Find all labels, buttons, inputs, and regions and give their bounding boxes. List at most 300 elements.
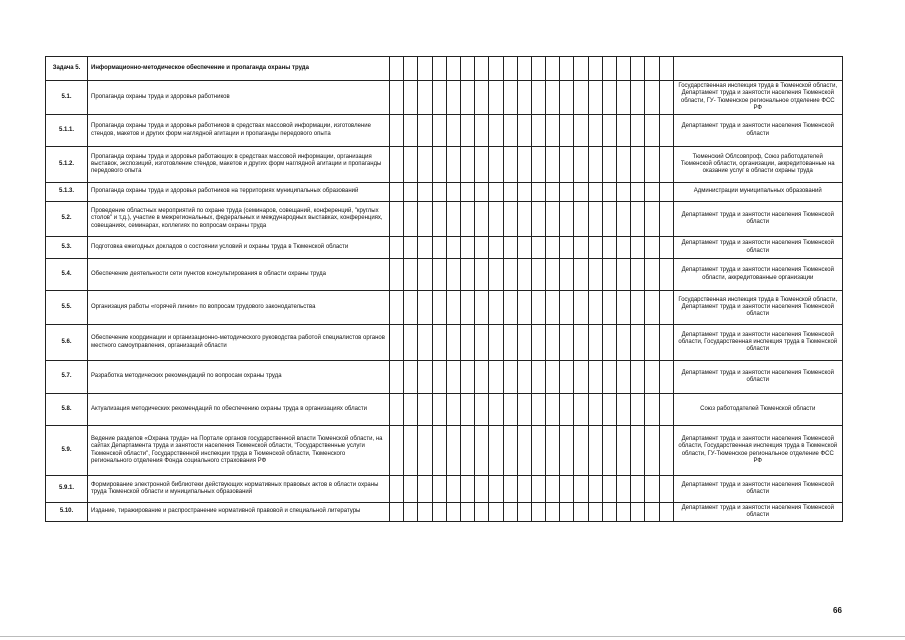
schedule-cell — [489, 183, 503, 202]
row-description: Разработка методических рекомендаций по вопросам охраны труда — [88, 361, 390, 394]
schedule-cell — [517, 202, 531, 237]
schedule-cell — [617, 81, 631, 115]
schedule-cell — [617, 259, 631, 291]
schedule-cell — [560, 291, 574, 325]
schedule-cell — [602, 503, 616, 522]
schedule-cell — [460, 183, 474, 202]
schedule-cell — [531, 394, 545, 426]
schedule-cell — [418, 81, 432, 115]
schedule-cell — [645, 426, 659, 476]
row-code: 5.3. — [46, 237, 88, 259]
row-responsible: Администрации муниципальных образований — [673, 183, 842, 202]
schedule-cell — [475, 115, 489, 147]
schedule-cell — [659, 426, 673, 476]
schedule-cell — [546, 394, 560, 426]
schedule-cell — [404, 57, 418, 81]
schedule-cell — [475, 147, 489, 183]
schedule-cell — [517, 361, 531, 394]
schedule-cell — [517, 183, 531, 202]
schedule-cell — [574, 81, 588, 115]
schedule-cell — [645, 115, 659, 147]
schedule-cell — [404, 394, 418, 426]
schedule-cell — [446, 291, 460, 325]
schedule-cell — [475, 291, 489, 325]
row-description: Обеспечение координации и организационно-методического руководства работой специалистов органов местного самоуправления, организаций области — [88, 325, 390, 361]
row-description: Актуализация методических рекомендаций по обеспечению охраны труда в организациях области — [88, 394, 390, 426]
schedule-cell — [418, 57, 432, 81]
schedule-cell — [617, 394, 631, 426]
schedule-cell — [531, 361, 545, 394]
row-code: 5.2. — [46, 202, 88, 237]
schedule-cell — [503, 202, 517, 237]
schedule-cell — [390, 394, 404, 426]
schedule-cell — [475, 361, 489, 394]
schedule-cell — [631, 426, 645, 476]
schedule-cell — [517, 237, 531, 259]
schedule-cell — [631, 147, 645, 183]
table-row — [46, 115, 843, 147]
schedule-cell — [588, 202, 602, 237]
schedule-cell — [531, 57, 545, 81]
schedule-cell — [460, 503, 474, 522]
schedule-cell — [531, 291, 545, 325]
schedule-cell — [645, 81, 659, 115]
row-code: 5.5. — [46, 291, 88, 325]
schedule-cell — [531, 476, 545, 503]
schedule-cell — [390, 183, 404, 202]
table-row — [46, 476, 843, 503]
schedule-cell — [531, 426, 545, 476]
schedule-cell — [602, 183, 616, 202]
schedule-cell — [531, 81, 545, 115]
schedule-cell — [574, 394, 588, 426]
schedule-cell — [390, 361, 404, 394]
row-code: 5.4. — [46, 259, 88, 291]
schedule-cell — [446, 361, 460, 394]
schedule-cell — [617, 237, 631, 259]
schedule-cell — [602, 57, 616, 81]
schedule-cell — [659, 476, 673, 503]
schedule-cell — [418, 115, 432, 147]
schedule-cell — [390, 57, 404, 81]
schedule-cell — [617, 426, 631, 476]
schedule-cell — [531, 259, 545, 291]
schedule-cell — [560, 115, 574, 147]
schedule-cell — [475, 426, 489, 476]
schedule-cell — [517, 476, 531, 503]
schedule-cell — [631, 394, 645, 426]
schedule-cell — [645, 325, 659, 361]
schedule-cell — [574, 259, 588, 291]
row-responsible: Союз работодателей Тюменской области — [673, 394, 842, 426]
row-code: 5.1. — [46, 81, 88, 115]
schedule-cell — [574, 183, 588, 202]
schedule-cell — [645, 237, 659, 259]
schedule-cell — [659, 183, 673, 202]
schedule-cell — [560, 361, 574, 394]
schedule-cell — [446, 426, 460, 476]
row-responsible: Тюменский Облсовпроф, Союз работодателей Тюменской области, организации, аккредитованные на оказание услуг в области охраны труда — [673, 147, 842, 183]
schedule-cell — [446, 57, 460, 81]
schedule-cell — [531, 325, 545, 361]
schedule-cell — [390, 259, 404, 291]
row-code: 5.9.1. — [46, 476, 88, 503]
schedule-cell — [446, 394, 460, 426]
row-code: 5.1.3. — [46, 183, 88, 202]
schedule-cell — [631, 325, 645, 361]
schedule-cell — [602, 147, 616, 183]
schedule-cell — [588, 237, 602, 259]
schedule-cell — [446, 115, 460, 147]
schedule-cell — [432, 361, 446, 394]
schedule-cell — [631, 503, 645, 522]
row-code: 5.8. — [46, 394, 88, 426]
row-code: 5.1.2. — [46, 147, 88, 183]
schedule-cell — [560, 202, 574, 237]
schedule-cell — [432, 57, 446, 81]
schedule-cell — [446, 237, 460, 259]
schedule-cell — [432, 325, 446, 361]
schedule-cell — [475, 325, 489, 361]
schedule-cell — [560, 394, 574, 426]
schedule-cell — [574, 361, 588, 394]
schedule-cell — [588, 57, 602, 81]
schedule-cell — [489, 147, 503, 183]
schedule-cell — [503, 147, 517, 183]
schedule-cell — [588, 394, 602, 426]
table-row — [46, 361, 843, 394]
schedule-cell — [546, 237, 560, 259]
schedule-cell — [560, 237, 574, 259]
table-row — [46, 147, 843, 183]
schedule-cell — [475, 237, 489, 259]
schedule-cell — [588, 81, 602, 115]
schedule-cell — [602, 81, 616, 115]
schedule-cell — [645, 361, 659, 394]
schedule-cell — [489, 503, 503, 522]
row-responsible: Департамент труда и занятости населения Тюменской области — [673, 503, 842, 522]
schedule-cell — [531, 183, 545, 202]
schedule-cell — [574, 291, 588, 325]
schedule-cell — [659, 57, 673, 81]
schedule-cell — [531, 503, 545, 522]
schedule-cell — [645, 57, 659, 81]
schedule-cell — [475, 202, 489, 237]
schedule-cell — [546, 426, 560, 476]
schedule-cell — [574, 57, 588, 81]
schedule-cell — [574, 503, 588, 522]
schedule-cell — [432, 503, 446, 522]
schedule-cell — [390, 291, 404, 325]
schedule-cell — [560, 57, 574, 81]
table-row — [46, 183, 843, 202]
schedule-cell — [418, 291, 432, 325]
schedule-cell — [475, 259, 489, 291]
row-responsible: Департамент труда и занятости населения Тюменской области, Государственная инспекция труда в Тюменской области — [673, 325, 842, 361]
row-description: Формирование электронной библиотеки действующих нормативных правовых актов в области охраны труда Тюменской области и муниципальных образований — [88, 476, 390, 503]
schedule-cell — [489, 237, 503, 259]
schedule-cell — [517, 147, 531, 183]
schedule-cell — [602, 476, 616, 503]
schedule-cell — [503, 361, 517, 394]
schedule-cell — [560, 503, 574, 522]
program-table-body — [46, 57, 843, 522]
schedule-cell — [475, 503, 489, 522]
schedule-cell — [404, 291, 418, 325]
schedule-cell — [631, 259, 645, 291]
row-code: 5.7. — [46, 361, 88, 394]
schedule-cell — [546, 325, 560, 361]
schedule-cell — [574, 147, 588, 183]
schedule-cell — [404, 476, 418, 503]
schedule-cell — [645, 394, 659, 426]
schedule-cell — [418, 147, 432, 183]
row-code: 5.9. — [46, 426, 88, 476]
schedule-cell — [460, 291, 474, 325]
schedule-cell — [560, 183, 574, 202]
schedule-cell — [404, 361, 418, 394]
schedule-cell — [475, 183, 489, 202]
schedule-cell — [631, 57, 645, 81]
schedule-cell — [602, 291, 616, 325]
row-description: Информационно-методическое обеспечение и пропаганда охраны труда — [88, 57, 390, 81]
schedule-cell — [432, 476, 446, 503]
schedule-cell — [546, 291, 560, 325]
schedule-cell — [460, 476, 474, 503]
schedule-cell — [503, 426, 517, 476]
schedule-cell — [517, 291, 531, 325]
schedule-cell — [390, 147, 404, 183]
schedule-cell — [560, 325, 574, 361]
schedule-cell — [418, 237, 432, 259]
schedule-cell — [446, 476, 460, 503]
schedule-cell — [432, 202, 446, 237]
schedule-cell — [617, 476, 631, 503]
schedule-cell — [475, 57, 489, 81]
schedule-cell — [588, 183, 602, 202]
schedule-cell — [602, 394, 616, 426]
schedule-cell — [617, 325, 631, 361]
program-table — [45, 56, 843, 522]
schedule-cell — [659, 237, 673, 259]
row-responsible: Департамент труда и занятости населения Тюменской области — [673, 202, 842, 237]
row-description: Организация работы «горячей линии» по вопросам трудового законодательства — [88, 291, 390, 325]
row-code: Задача 5. — [46, 57, 88, 81]
schedule-cell — [617, 503, 631, 522]
schedule-cell — [446, 325, 460, 361]
schedule-cell — [574, 426, 588, 476]
row-responsible: Департамент труда и занятости населения Тюменской области — [673, 115, 842, 147]
schedule-cell — [489, 115, 503, 147]
schedule-cell — [432, 147, 446, 183]
schedule-cell — [390, 237, 404, 259]
schedule-cell — [531, 147, 545, 183]
schedule-cell — [475, 81, 489, 115]
row-description: Ведение разделов «Охрана труда» на Портале органов государственной власти Тюменской области, на сайтах Департамента труда и занятости населения Тюменской области, "Государственные услуги Тюменской области", Государственной инспекции труда в Тюменской области, Тюменского регионального отделения Фонда социального страхования РФ — [88, 426, 390, 476]
schedule-cell — [460, 115, 474, 147]
row-code: 5.10. — [46, 503, 88, 522]
schedule-cell — [489, 361, 503, 394]
schedule-cell — [645, 202, 659, 237]
schedule-cell — [489, 259, 503, 291]
row-responsible — [673, 57, 842, 81]
schedule-cell — [489, 426, 503, 476]
schedule-cell — [560, 147, 574, 183]
schedule-cell — [503, 291, 517, 325]
schedule-cell — [546, 361, 560, 394]
schedule-cell — [574, 476, 588, 503]
schedule-cell — [588, 115, 602, 147]
schedule-cell — [560, 81, 574, 115]
schedule-cell — [460, 237, 474, 259]
schedule-cell — [446, 202, 460, 237]
schedule-cell — [546, 115, 560, 147]
table-row — [46, 81, 843, 115]
schedule-cell — [617, 361, 631, 394]
schedule-cell — [588, 361, 602, 394]
table-row — [46, 291, 843, 325]
schedule-cell — [574, 325, 588, 361]
schedule-cell — [418, 394, 432, 426]
row-responsible: Департамент труда и занятости населения Тюменской области — [673, 237, 842, 259]
schedule-cell — [432, 115, 446, 147]
row-responsible: Государственная инспекция труда в Тюменской области, Департамент труда и занятости населения Тюменской области, ГУ- Тюменское региональное отделение ФСС РФ — [673, 81, 842, 115]
schedule-cell — [617, 57, 631, 81]
schedule-cell — [517, 426, 531, 476]
row-responsible: Государственная инспекция труда в Тюменской области, Департамент труда и занятости населения Тюменской области — [673, 291, 842, 325]
table-row — [46, 394, 843, 426]
schedule-cell — [517, 81, 531, 115]
schedule-cell — [432, 259, 446, 291]
row-description: Пропаганда охраны труда и здоровья работающих в средствах массовой информации, организация выставок, экспозиций, изготовление стендов, макетов и других форм наглядной агитации и пропаганды передового опыта — [88, 147, 390, 183]
schedule-cell — [574, 237, 588, 259]
schedule-cell — [418, 183, 432, 202]
schedule-cell — [617, 291, 631, 325]
schedule-cell — [503, 259, 517, 291]
scan-edge-mark — [0, 636, 905, 637]
schedule-cell — [460, 394, 474, 426]
schedule-cell — [446, 147, 460, 183]
schedule-cell — [617, 183, 631, 202]
schedule-cell — [546, 57, 560, 81]
row-responsible: Департамент труда и занятости населения Тюменской области, Государственная инспекция труда в Тюменской области, ГУ-Тюменское региональное отделение ФСС РФ — [673, 426, 842, 476]
schedule-cell — [475, 476, 489, 503]
schedule-cell — [503, 237, 517, 259]
schedule-cell — [503, 115, 517, 147]
row-description: Издание, тиражирование и распространение нормативной правовой и специальной литературы — [88, 503, 390, 522]
schedule-cell — [602, 115, 616, 147]
schedule-cell — [460, 57, 474, 81]
table-row — [46, 202, 843, 237]
schedule-cell — [404, 259, 418, 291]
row-description: Обеспечение деятельности сети пунктов консультирования в области охраны труда — [88, 259, 390, 291]
schedule-cell — [560, 426, 574, 476]
schedule-cell — [432, 394, 446, 426]
table-row — [46, 237, 843, 259]
schedule-cell — [546, 183, 560, 202]
schedule-cell — [390, 476, 404, 503]
schedule-cell — [546, 81, 560, 115]
schedule-cell — [404, 503, 418, 522]
row-description: Пропаганда охраны труда и здоровья работников в средствах массовой информации, изготовление стендов, макетов и других форм наглядной агитации и пропаганды передового опыта — [88, 115, 390, 147]
schedule-cell — [659, 291, 673, 325]
schedule-cell — [489, 291, 503, 325]
schedule-cell — [418, 361, 432, 394]
schedule-cell — [432, 183, 446, 202]
schedule-cell — [517, 394, 531, 426]
schedule-cell — [390, 202, 404, 237]
schedule-cell — [460, 426, 474, 476]
schedule-cell — [631, 115, 645, 147]
schedule-cell — [659, 202, 673, 237]
schedule-cell — [560, 259, 574, 291]
schedule-cell — [418, 259, 432, 291]
schedule-cell — [602, 259, 616, 291]
schedule-cell — [432, 291, 446, 325]
schedule-cell — [418, 202, 432, 237]
schedule-cell — [432, 81, 446, 115]
schedule-cell — [602, 426, 616, 476]
schedule-cell — [418, 503, 432, 522]
schedule-cell — [645, 291, 659, 325]
schedule-cell — [489, 394, 503, 426]
schedule-cell — [659, 361, 673, 394]
schedule-cell — [390, 325, 404, 361]
schedule-cell — [659, 503, 673, 522]
schedule-cell — [460, 325, 474, 361]
schedule-cell — [404, 426, 418, 476]
schedule-cell — [645, 503, 659, 522]
schedule-cell — [503, 394, 517, 426]
schedule-cell — [517, 115, 531, 147]
schedule-cell — [659, 115, 673, 147]
schedule-cell — [489, 476, 503, 503]
schedule-cell — [659, 394, 673, 426]
schedule-cell — [631, 81, 645, 115]
schedule-cell — [503, 183, 517, 202]
row-responsible: Департамент труда и занятости населения Тюменской области — [673, 476, 842, 503]
schedule-cell — [645, 476, 659, 503]
schedule-cell — [617, 147, 631, 183]
table-row — [46, 325, 843, 361]
table-row — [46, 503, 843, 522]
schedule-cell — [631, 183, 645, 202]
schedule-cell — [574, 115, 588, 147]
schedule-cell — [631, 202, 645, 237]
schedule-cell — [602, 325, 616, 361]
schedule-cell — [390, 503, 404, 522]
schedule-cell — [418, 476, 432, 503]
schedule-cell — [546, 147, 560, 183]
schedule-cell — [390, 81, 404, 115]
schedule-cell — [404, 183, 418, 202]
row-description: Подготовка ежегодных докладов о состоянии условий и охраны труда в Тюменской области — [88, 237, 390, 259]
schedule-cell — [489, 202, 503, 237]
schedule-cell — [645, 183, 659, 202]
row-code: 5.6. — [46, 325, 88, 361]
schedule-cell — [588, 291, 602, 325]
schedule-cell — [489, 325, 503, 361]
schedule-cell — [503, 81, 517, 115]
schedule-cell — [588, 476, 602, 503]
schedule-cell — [390, 426, 404, 476]
schedule-cell — [617, 202, 631, 237]
schedule-cell — [602, 202, 616, 237]
schedule-cell — [631, 476, 645, 503]
row-responsible: Департамент труда и занятости населения Тюменской области — [673, 361, 842, 394]
schedule-cell — [546, 476, 560, 503]
schedule-cell — [503, 476, 517, 503]
